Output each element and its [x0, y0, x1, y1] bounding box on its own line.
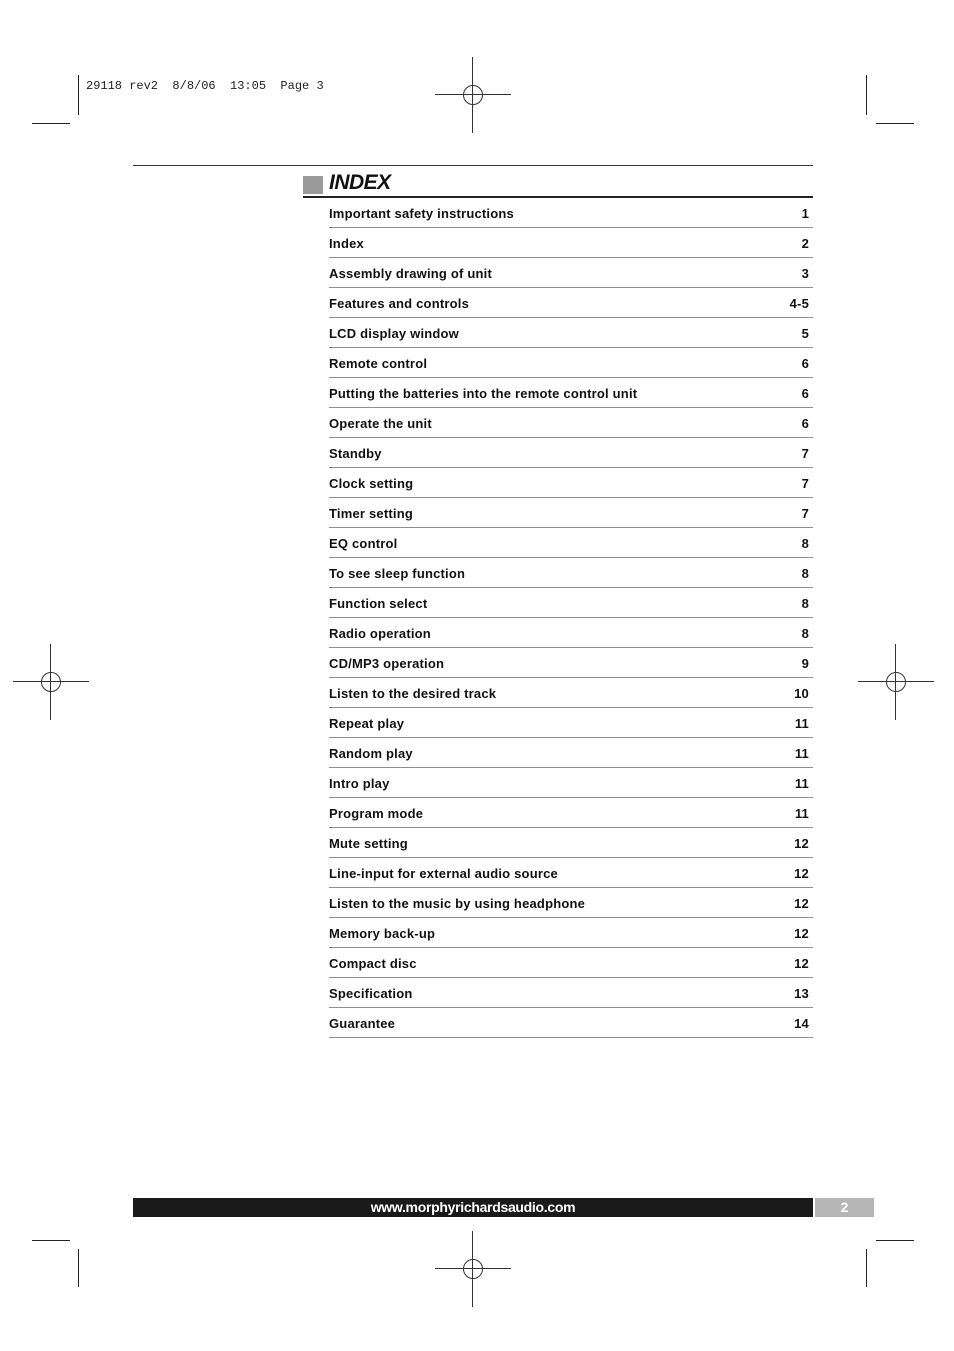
- registration-mark-top: [435, 57, 511, 133]
- index-entry-label: Putting the batteries into the remote control unit: [329, 385, 638, 401]
- crop-mark-bottom-left-vertical: [78, 1249, 79, 1287]
- registration-mark-right: [858, 644, 934, 720]
- index-entry-page: 5: [801, 325, 809, 341]
- index-entry-page: 9: [801, 655, 809, 671]
- index-entry: [329, 289, 813, 318]
- index-entry-label: Standby: [329, 445, 382, 461]
- index-entry-label: Clock setting: [329, 475, 414, 491]
- crop-mark-top-left-horizontal: [32, 123, 70, 124]
- crop-mark-top-right-vertical: [866, 75, 867, 115]
- index-entry-label: Memory back-up: [329, 925, 436, 941]
- print-slug: 29118 rev2 8/8/06 13:05 Page 3: [86, 79, 324, 93]
- page-number: 2: [815, 1198, 874, 1217]
- index-entry-page: 11: [794, 745, 809, 761]
- index-entry: [329, 979, 813, 1008]
- index-entry-page: 8: [801, 565, 809, 581]
- index-entry-page: 7: [801, 505, 809, 521]
- index-entry: [329, 709, 813, 738]
- index-entry: [329, 649, 813, 678]
- index-entry: [329, 229, 813, 258]
- registration-mark-bottom: [435, 1231, 511, 1307]
- index-entry-page: 10: [794, 685, 809, 701]
- index-entry-label: Remote control: [329, 355, 428, 371]
- index-entry: [329, 1009, 813, 1038]
- index-entry-page: 6: [801, 355, 809, 371]
- index-entry-label: Operate the unit: [329, 415, 432, 431]
- index-entry-page: 12: [794, 835, 809, 851]
- index-entry: [329, 589, 813, 618]
- index-entry: [329, 439, 813, 468]
- index-entry-page: 1: [801, 205, 809, 221]
- index-entry: [329, 199, 813, 228]
- index-entry-label: LCD display window: [329, 325, 459, 341]
- index-list: [329, 199, 813, 1038]
- index-entry-label: Line-input for external audio source: [329, 865, 558, 881]
- index-entry-page: 13: [794, 985, 809, 1001]
- index-entry-page: 6: [801, 385, 809, 401]
- index-entry-page: 8: [801, 535, 809, 551]
- index-entry-label: Guarantee: [329, 1015, 396, 1031]
- crop-mark-top-right-horizontal: [876, 123, 914, 124]
- page-title: INDEX: [329, 171, 391, 194]
- index-entry: [329, 889, 813, 918]
- index-entry: [329, 559, 813, 588]
- index-entry-page: 12: [794, 925, 809, 941]
- index-entry-page: 7: [801, 475, 809, 491]
- footer-url: www.morphyrichardsaudio.com: [133, 1198, 813, 1217]
- index-entry: [329, 619, 813, 648]
- index-entry-label: Listen to the music by using headphone: [329, 895, 586, 911]
- index-entry-label: Intro play: [329, 775, 390, 791]
- index-entry: [329, 349, 813, 378]
- index-entry: [329, 679, 813, 708]
- index-entry: [329, 799, 813, 828]
- index-entry: [329, 469, 813, 498]
- index-entry-label: Radio operation: [329, 625, 431, 641]
- crop-mark-bottom-right-vertical: [866, 1249, 867, 1287]
- registration-mark-left: [13, 644, 89, 720]
- index-entry: [329, 259, 813, 288]
- index-entry: [329, 529, 813, 558]
- index-entry: [329, 409, 813, 438]
- index-entry-label: Assembly drawing of unit: [329, 265, 492, 281]
- index-entry: [329, 379, 813, 408]
- index-entry-page: 11: [794, 775, 809, 791]
- index-entry-label: Random play: [329, 745, 413, 761]
- index-entry-label: To see sleep function: [329, 565, 466, 581]
- index-entry-page: 8: [801, 625, 809, 641]
- index-entry-label: Important safety instructions: [329, 205, 514, 221]
- index-entry-page: 8: [801, 595, 809, 611]
- index-entry: [329, 919, 813, 948]
- index-entry-page: 11: [794, 715, 809, 731]
- index-entry-label: Mute setting: [329, 835, 408, 851]
- index-entry-label: CD/MP3 operation: [329, 655, 445, 671]
- index-entry-label: Repeat play: [329, 715, 405, 731]
- index-entry-label: Index: [329, 235, 364, 251]
- crop-mark-bottom-left-horizontal: [32, 1240, 70, 1241]
- index-entry: [329, 829, 813, 858]
- index-entry-page: 2: [801, 235, 809, 251]
- crop-mark-bottom-right-horizontal: [876, 1240, 914, 1241]
- index-entry-page: 11: [794, 805, 809, 821]
- index-entry-page: 14: [794, 1015, 809, 1031]
- index-entry-label: Features and controls: [329, 295, 470, 311]
- index-entry-label: EQ control: [329, 535, 398, 551]
- index-entry-label: Specification: [329, 985, 413, 1001]
- index-entry: [329, 859, 813, 888]
- index-entry: [329, 949, 813, 978]
- index-entry: [329, 319, 813, 348]
- index-entry-page: 6: [801, 415, 809, 431]
- index-entry-page: 7: [801, 445, 809, 461]
- index-entry-label: Program mode: [329, 805, 424, 821]
- index-entry: [329, 499, 813, 528]
- index-entry-label: Listen to the desired track: [329, 685, 497, 701]
- index-entry: [329, 739, 813, 768]
- top-rule: [133, 165, 813, 166]
- crop-mark-top-left-vertical: [78, 75, 79, 115]
- title-square-marker: [303, 176, 323, 194]
- index-entry-page: 12: [794, 865, 809, 881]
- index-entry-page: 3: [801, 265, 809, 281]
- index-entry-label: Timer setting: [329, 505, 413, 521]
- index-entry-label: Compact disc: [329, 955, 417, 971]
- index-header: [303, 172, 813, 198]
- index-entry-page: 12: [794, 895, 809, 911]
- index-entry: [329, 769, 813, 798]
- index-entry-label: Function select: [329, 595, 428, 611]
- index-entry-page: 4-5: [789, 295, 809, 311]
- index-entry-page: 12: [794, 955, 809, 971]
